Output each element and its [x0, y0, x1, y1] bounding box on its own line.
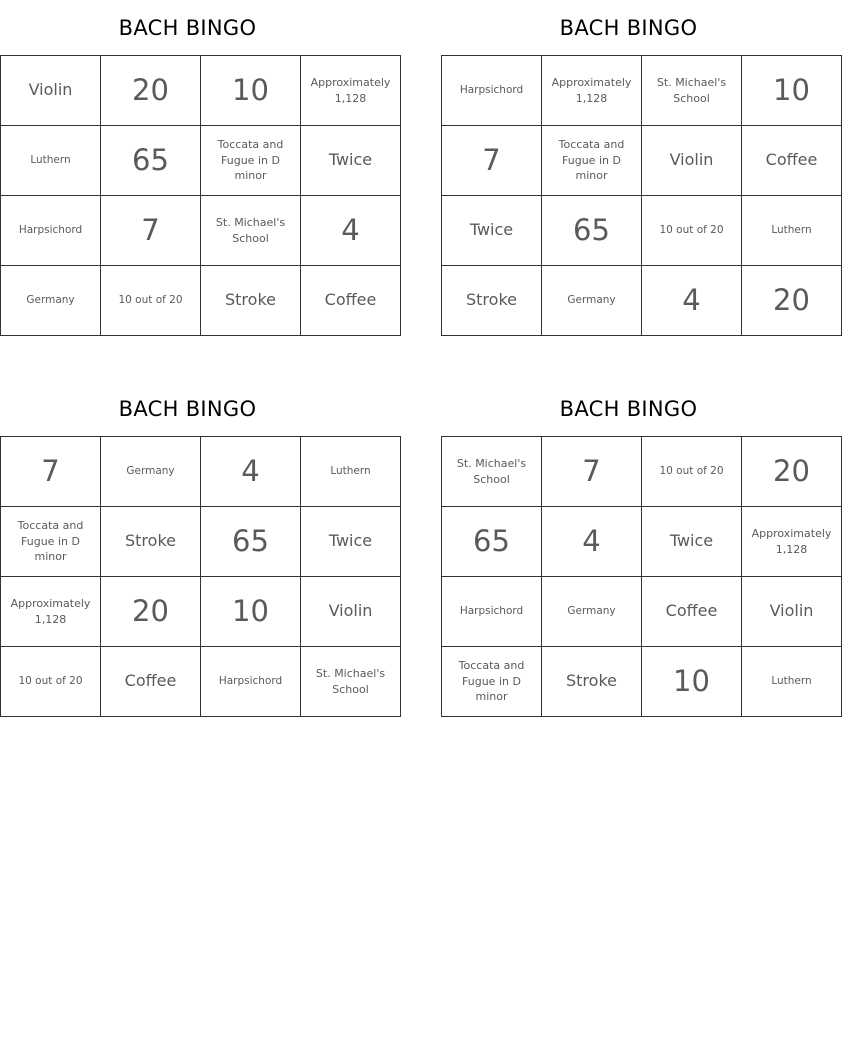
bingo-cell: Violin	[1, 56, 101, 126]
bingo-cell: 10 out of 20	[642, 437, 742, 507]
grid-row	[1, 507, 401, 577]
bingo-cell: Luthern	[742, 647, 842, 717]
grid-row	[1, 266, 401, 336]
bingo-cell: 4	[542, 507, 642, 577]
bingo-card-4	[441, 381, 832, 717]
card-title: BACH BINGO	[118, 397, 257, 421]
bingo-cell: Violin	[301, 577, 401, 647]
bingo-cell: 10	[642, 647, 742, 717]
bingo-cell: Germany	[101, 437, 201, 507]
bingo-cell: Stroke	[201, 266, 301, 336]
bingo-cell: 7	[101, 196, 201, 266]
bingo-cell: Germany	[1, 266, 101, 336]
card-title: BACH BINGO	[118, 16, 257, 40]
bingo-cell: Stroke	[101, 507, 201, 577]
bingo-cell: 20	[101, 577, 201, 647]
bingo-cell: Toccata and Fugue in D minor	[542, 126, 642, 196]
bingo-cell: Harpsichord	[442, 577, 542, 647]
grid-row	[442, 126, 842, 196]
bingo-cell: Luthern	[1, 126, 101, 196]
bingo-cell: Harpsichord	[442, 56, 542, 126]
grid-row	[1, 56, 401, 126]
grid-row	[1, 126, 401, 196]
grid-row	[1, 437, 401, 507]
bingo-cell: 7	[1, 437, 101, 507]
bingo-cell: Twice	[301, 507, 401, 577]
bingo-cell: Stroke	[542, 647, 642, 717]
grid-row	[442, 196, 842, 266]
bingo-grid	[441, 436, 842, 717]
grid-row	[442, 507, 842, 577]
bingo-cell: St. Michael's School	[301, 647, 401, 717]
bingo-cell: Approximately 1,128	[542, 56, 642, 126]
bingo-cell: Coffee	[301, 266, 401, 336]
grid-row	[442, 56, 842, 126]
grid-row	[1, 577, 401, 647]
bingo-cell: 10	[201, 577, 301, 647]
bingo-cell: Germany	[542, 577, 642, 647]
bingo-cell: Harpsichord	[1, 196, 101, 266]
bingo-cell: 20	[742, 437, 842, 507]
bingo-cell: Luthern	[301, 437, 401, 507]
bingo-cell: Harpsichord	[201, 647, 301, 717]
card-title: BACH BINGO	[559, 397, 698, 421]
bingo-card-2	[441, 0, 816, 336]
bingo-cell: Coffee	[642, 577, 742, 647]
grid-row	[442, 266, 842, 336]
bingo-cell: Coffee	[742, 126, 842, 196]
bingo-cell: Toccata and Fugue in D minor	[201, 126, 301, 196]
bingo-cell: Stroke	[442, 266, 542, 336]
bingo-cell: St. Michael's School	[642, 56, 742, 126]
grid-row	[442, 647, 842, 717]
bingo-grid	[441, 55, 842, 336]
bingo-cell: Approximately 1,128	[1, 577, 101, 647]
bingo-cell: Toccata and Fugue in D minor	[442, 647, 542, 717]
bingo-cell: St. Michael's School	[442, 437, 542, 507]
grid-row	[442, 437, 842, 507]
bingo-cell: Luthern	[742, 196, 842, 266]
bingo-cell: 65	[101, 126, 201, 196]
grid-row	[442, 577, 842, 647]
card-title: BACH BINGO	[559, 16, 698, 40]
bingo-cell: 4	[301, 196, 401, 266]
bingo-cell: 65	[442, 507, 542, 577]
bingo-cell: Coffee	[101, 647, 201, 717]
bingo-cell: Germany	[542, 266, 642, 336]
bingo-cell: 4	[642, 266, 742, 336]
bingo-cell: Approximately 1,128	[742, 507, 842, 577]
bingo-cell: 4	[201, 437, 301, 507]
bingo-cell: Twice	[301, 126, 401, 196]
bingo-card-1	[0, 0, 391, 336]
bingo-cell: 10 out of 20	[101, 266, 201, 336]
bingo-cell: Toccata and Fugue in D minor	[1, 507, 101, 577]
bingo-cell: Twice	[442, 196, 542, 266]
bingo-cell: 65	[542, 196, 642, 266]
bingo-grid	[0, 436, 401, 717]
bingo-grid	[0, 55, 401, 336]
grid-row	[1, 647, 401, 717]
bingo-cell: 10 out of 20	[642, 196, 742, 266]
bingo-cell: 10	[201, 56, 301, 126]
bingo-cell: 10	[742, 56, 842, 126]
bingo-card-3	[0, 381, 386, 717]
bingo-cell: Twice	[642, 507, 742, 577]
bingo-cell: 7	[542, 437, 642, 507]
bingo-cell: 10 out of 20	[1, 647, 101, 717]
bingo-cell: 7	[442, 126, 542, 196]
bingo-cell: 20	[742, 266, 842, 336]
grid-row	[1, 196, 401, 266]
bingo-cell: Violin	[742, 577, 842, 647]
bingo-cell: 65	[201, 507, 301, 577]
bingo-cell: Approximately 1,128	[301, 56, 401, 126]
bingo-cell: 20	[101, 56, 201, 126]
bingo-cell: St. Michael's School	[201, 196, 301, 266]
bingo-cell: Violin	[642, 126, 742, 196]
